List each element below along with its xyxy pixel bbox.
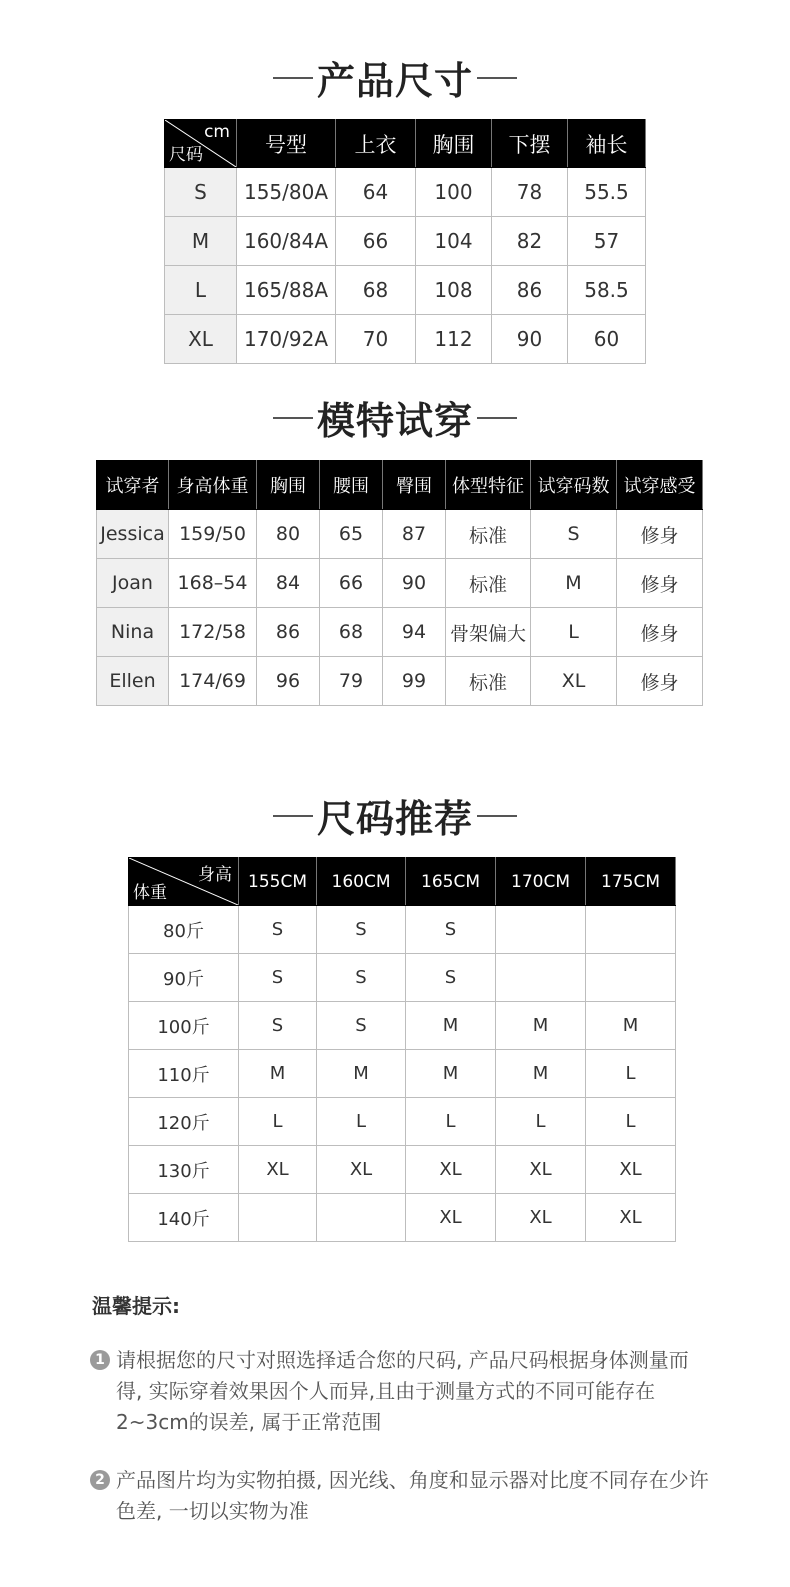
table-cell: 修身 bbox=[617, 559, 703, 608]
table-cell: XL bbox=[531, 657, 617, 706]
table-cell: S bbox=[239, 1002, 317, 1050]
section-title-text: 产品尺寸 bbox=[316, 59, 473, 103]
model-name-cell: Ellen bbox=[97, 657, 169, 706]
table-cell: M bbox=[406, 1002, 496, 1050]
table-row bbox=[129, 1098, 676, 1146]
table-cell: M bbox=[531, 559, 617, 608]
corner-header-cell bbox=[165, 120, 237, 168]
table-row bbox=[129, 1050, 676, 1098]
table-cell: 112 bbox=[416, 315, 492, 364]
title-dash-left bbox=[273, 77, 313, 79]
table-cell bbox=[586, 954, 676, 1002]
table-cell: XL bbox=[496, 1146, 586, 1194]
header-cell: 号型 bbox=[237, 120, 336, 168]
table-cell: L bbox=[586, 1050, 676, 1098]
header-cell: 165CM bbox=[406, 858, 496, 906]
table-cell: 82 bbox=[492, 217, 568, 266]
table-cell bbox=[496, 906, 586, 954]
table-cell: 155/80A bbox=[237, 168, 336, 217]
table-cell: XL bbox=[406, 1146, 496, 1194]
table-cell: S bbox=[317, 954, 406, 1002]
weight-cell: 80斤 bbox=[129, 906, 239, 954]
table-cell: M bbox=[239, 1050, 317, 1098]
table-cell: 96 bbox=[257, 657, 320, 706]
table-cell: XL bbox=[496, 1194, 586, 1242]
table-cell: 174/69 bbox=[169, 657, 257, 706]
table-cell: 159/50 bbox=[169, 510, 257, 559]
table-cell: M bbox=[317, 1050, 406, 1098]
table-row bbox=[129, 1002, 676, 1050]
header-cell: 160CM bbox=[317, 858, 406, 906]
corner-header-cell bbox=[129, 858, 239, 906]
section-title-model-fitting bbox=[0, 390, 790, 445]
table-cell bbox=[317, 1194, 406, 1242]
table-cell: 修身 bbox=[617, 657, 703, 706]
table-cell: 68 bbox=[336, 266, 416, 315]
table-row bbox=[129, 1194, 676, 1242]
weight-cell: 130斤 bbox=[129, 1146, 239, 1194]
section-title-text: 模特试穿 bbox=[316, 399, 473, 443]
table-cell: 修身 bbox=[617, 608, 703, 657]
tip-item bbox=[90, 1465, 710, 1527]
header-cell: 155CM bbox=[239, 858, 317, 906]
table-header-row bbox=[165, 120, 646, 168]
table-cell: 108 bbox=[416, 266, 492, 315]
tip-text: 产品图片均为实物拍摄, 因光线、角度和显示器对比度不同存在少许色差, 一切以实物为准 bbox=[116, 1468, 709, 1523]
table-row bbox=[165, 168, 646, 217]
section-title-product-size bbox=[0, 50, 790, 105]
table-cell: 104 bbox=[416, 217, 492, 266]
title-dash-left bbox=[273, 417, 313, 419]
table-cell: S bbox=[317, 1002, 406, 1050]
table-header-row bbox=[97, 461, 703, 510]
table-cell: S bbox=[406, 954, 496, 1002]
table-cell: 66 bbox=[336, 217, 416, 266]
table-cell: 90 bbox=[492, 315, 568, 364]
table-row bbox=[129, 906, 676, 954]
table-cell: 78 bbox=[492, 168, 568, 217]
table-cell: 160/84A bbox=[237, 217, 336, 266]
table-cell: L bbox=[317, 1098, 406, 1146]
product-size-table bbox=[164, 119, 646, 364]
title-dash-right bbox=[477, 77, 517, 79]
table-cell: L bbox=[531, 608, 617, 657]
table-cell bbox=[586, 906, 676, 954]
table-cell: 80 bbox=[257, 510, 320, 559]
table-cell: XL bbox=[406, 1194, 496, 1242]
section-title-size-recommendation bbox=[0, 788, 790, 843]
table-cell: S bbox=[531, 510, 617, 559]
table-cell: 64 bbox=[336, 168, 416, 217]
header-cell: 试穿码数 bbox=[531, 461, 617, 510]
corner-label-bottom: 体重 bbox=[133, 883, 167, 903]
weight-cell: 90斤 bbox=[129, 954, 239, 1002]
table-cell: 60 bbox=[568, 315, 646, 364]
table-row bbox=[97, 559, 703, 608]
size-recommendation-table bbox=[128, 857, 676, 1242]
table-cell: S bbox=[317, 906, 406, 954]
table-cell: 84 bbox=[257, 559, 320, 608]
title-dash-right bbox=[477, 417, 517, 419]
section-title-text: 尺码推荐 bbox=[316, 797, 473, 841]
corner-label-top: 身高 bbox=[198, 865, 232, 885]
table-cell bbox=[496, 954, 586, 1002]
table-cell: 94 bbox=[383, 608, 446, 657]
table-cell: 标准 bbox=[446, 657, 531, 706]
model-name-cell: Jessica bbox=[97, 510, 169, 559]
table-cell: 68 bbox=[320, 608, 383, 657]
table-cell: 99 bbox=[383, 657, 446, 706]
weight-cell: 110斤 bbox=[129, 1050, 239, 1098]
title-dash-right bbox=[477, 815, 517, 817]
table-cell: L bbox=[239, 1098, 317, 1146]
title-dash-left bbox=[273, 815, 313, 817]
table-row bbox=[165, 315, 646, 364]
tips-title: 温馨提示: bbox=[92, 1294, 180, 1318]
header-cell: 腰围 bbox=[320, 461, 383, 510]
table-cell: 58.5 bbox=[568, 266, 646, 315]
table-cell: 57 bbox=[568, 217, 646, 266]
table-cell: S bbox=[406, 906, 496, 954]
header-cell: 175CM bbox=[586, 858, 676, 906]
table-cell: L bbox=[406, 1098, 496, 1146]
header-cell: 试穿感受 bbox=[617, 461, 703, 510]
table-row bbox=[165, 217, 646, 266]
table-row bbox=[97, 657, 703, 706]
header-cell: 胸围 bbox=[257, 461, 320, 510]
header-cell: 体型特征 bbox=[446, 461, 531, 510]
table-cell: M bbox=[586, 1002, 676, 1050]
table-cell: M bbox=[406, 1050, 496, 1098]
table-cell: 100 bbox=[416, 168, 492, 217]
table-row bbox=[129, 954, 676, 1002]
table-cell: S bbox=[239, 906, 317, 954]
table-cell: L bbox=[586, 1098, 676, 1146]
size-cell: L bbox=[165, 266, 237, 315]
table-cell: 65 bbox=[320, 510, 383, 559]
model-fitting-table bbox=[96, 460, 703, 706]
table-cell: 标准 bbox=[446, 559, 531, 608]
header-cell: 170CM bbox=[496, 858, 586, 906]
table-row bbox=[165, 266, 646, 315]
table-cell: 90 bbox=[383, 559, 446, 608]
table-cell: 66 bbox=[320, 559, 383, 608]
tip-number-icon: 2 bbox=[90, 1470, 110, 1490]
table-row bbox=[97, 608, 703, 657]
tip-number-icon: 1 bbox=[90, 1350, 110, 1370]
table-cell: 86 bbox=[492, 266, 568, 315]
size-cell: XL bbox=[165, 315, 237, 364]
table-cell: XL bbox=[586, 1194, 676, 1242]
header-cell: 胸围 bbox=[416, 120, 492, 168]
table-cell: S bbox=[239, 954, 317, 1002]
table-cell: 165/88A bbox=[237, 266, 336, 315]
tip-item bbox=[90, 1345, 710, 1438]
table-header-row bbox=[129, 858, 676, 906]
table-cell bbox=[239, 1194, 317, 1242]
table-cell: 55.5 bbox=[568, 168, 646, 217]
header-cell: 袖长 bbox=[568, 120, 646, 168]
table-row bbox=[97, 510, 703, 559]
table-cell: 79 bbox=[320, 657, 383, 706]
header-cell: 上衣 bbox=[336, 120, 416, 168]
table-row bbox=[129, 1146, 676, 1194]
table-cell: 86 bbox=[257, 608, 320, 657]
table-cell: 87 bbox=[383, 510, 446, 559]
corner-label-top: cm bbox=[204, 122, 230, 142]
table-cell: 70 bbox=[336, 315, 416, 364]
table-cell: M bbox=[496, 1002, 586, 1050]
table-cell: 修身 bbox=[617, 510, 703, 559]
header-cell: 身高体重 bbox=[169, 461, 257, 510]
table-cell: M bbox=[496, 1050, 586, 1098]
weight-cell: 100斤 bbox=[129, 1002, 239, 1050]
corner-label-bottom: 尺码 bbox=[169, 145, 203, 165]
weight-cell: 140斤 bbox=[129, 1194, 239, 1242]
table-cell: XL bbox=[239, 1146, 317, 1194]
model-name-cell: Nina bbox=[97, 608, 169, 657]
size-cell: M bbox=[165, 217, 237, 266]
table-cell: XL bbox=[586, 1146, 676, 1194]
header-cell: 试穿者 bbox=[97, 461, 169, 510]
table-cell: 172/58 bbox=[169, 608, 257, 657]
table-cell: L bbox=[496, 1098, 586, 1146]
size-cell: S bbox=[165, 168, 237, 217]
header-cell: 下摆 bbox=[492, 120, 568, 168]
table-cell: 骨架偏大 bbox=[446, 608, 531, 657]
table-cell: 标准 bbox=[446, 510, 531, 559]
table-cell: XL bbox=[317, 1146, 406, 1194]
table-cell: 168–54 bbox=[169, 559, 257, 608]
tip-text: 请根据您的尺寸对照选择适合您的尺码, 产品尺码根据身体测量而得, 实际穿着效果因个人而异,且由于测量方式的不同可能存在2~3cm的误差, 属于正常范围 bbox=[116, 1348, 689, 1434]
weight-cell: 120斤 bbox=[129, 1098, 239, 1146]
header-cell: 臀围 bbox=[383, 461, 446, 510]
table-cell: 170/92A bbox=[237, 315, 336, 364]
model-name-cell: Joan bbox=[97, 559, 169, 608]
